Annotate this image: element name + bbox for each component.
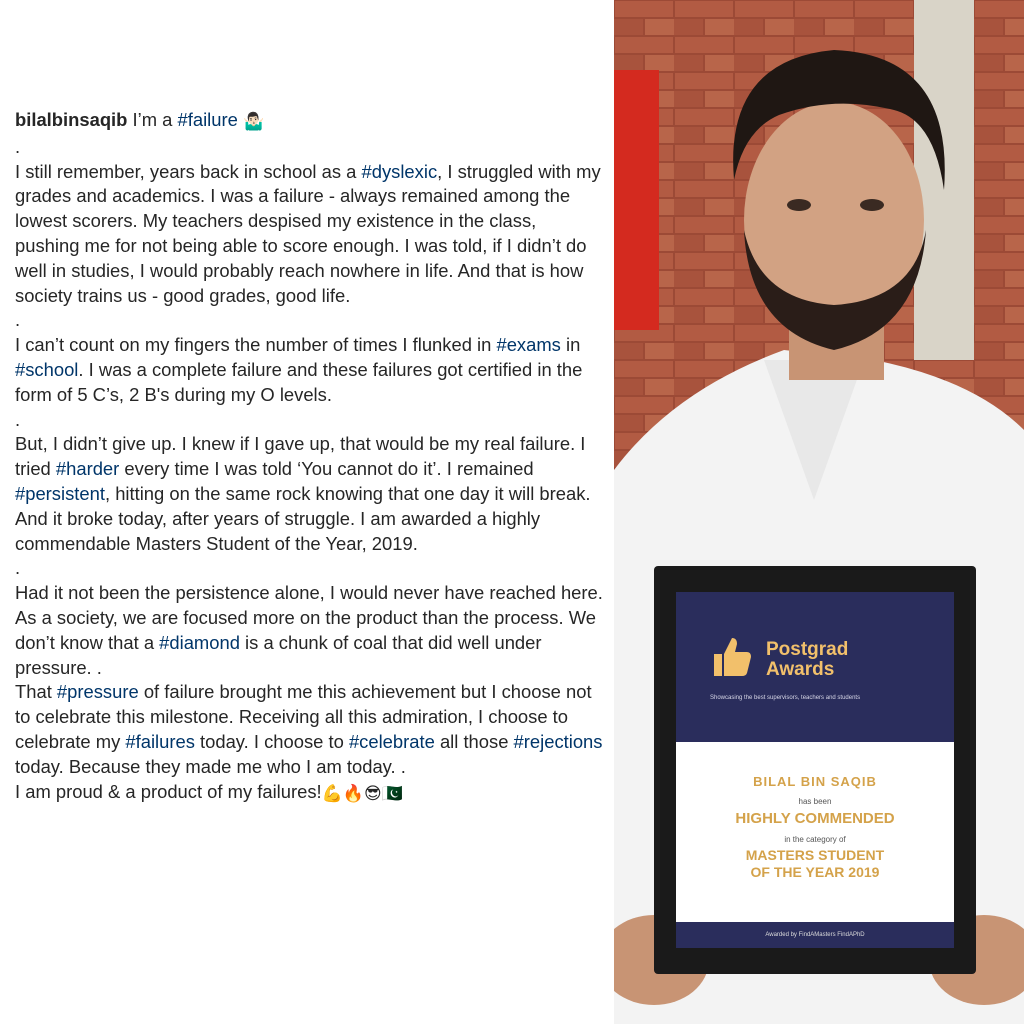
caption-text: I still remember, years back in school as a bbox=[15, 160, 362, 182]
certificate-body bbox=[676, 774, 954, 881]
red-sign bbox=[614, 70, 659, 330]
hashtag-link[interactable]: #dyslexic bbox=[361, 160, 438, 182]
caption-text: , hitting on the same rock knowing that one day it will break. And it broke today, after years of struggle. I am awarded a highly commendable Masters Student of the Year, 2019. bbox=[15, 482, 591, 554]
separator-dot: . bbox=[15, 557, 21, 579]
caption-text: That bbox=[15, 681, 57, 703]
separator-dot: . bbox=[15, 309, 21, 331]
caption-text: . I was a complete failure and these failures got certified in the form of 5 C’s, 2 B's during my O levels. bbox=[15, 358, 583, 405]
username-link[interactable]: bilalbinsaqib bbox=[15, 109, 128, 130]
caption-text: in bbox=[560, 334, 581, 356]
shrug-emoji-icon: 🤷🏻‍♂️ bbox=[242, 112, 265, 131]
hashtag-failure[interactable]: #failure bbox=[177, 109, 238, 130]
hashtag-link[interactable]: #diamond bbox=[159, 631, 240, 653]
separator-dot: . bbox=[15, 135, 21, 157]
caption-paragraph bbox=[15, 780, 605, 807]
caption-paragraph bbox=[15, 160, 605, 309]
hashtag-link[interactable]: #pressure bbox=[56, 681, 139, 703]
award-certificate bbox=[676, 592, 954, 948]
caption-text: today. I choose to bbox=[194, 730, 349, 752]
caption-text: is a chunk of coal that did well under pressure. . bbox=[15, 631, 542, 678]
certificate-header bbox=[676, 592, 954, 742]
caption-text: of failure brought me this achievement but I choose not to celebrate this milestone. Receiving all this admiration, I choose to celebrate my bbox=[15, 681, 592, 752]
caption-text: But, I didn’t give up. I knew if I gave up, that would be my real failure. I tried bbox=[15, 433, 586, 480]
caption-paragraph bbox=[15, 432, 605, 556]
caption-text: all those bbox=[434, 730, 514, 752]
caption-text: every time I was told ‘You cannot do it’. I remained bbox=[119, 458, 534, 480]
caption-paragraph bbox=[15, 333, 605, 407]
caption-text: Had it not been the persistence alone, I would never have reached here. As a society, we are focused more on the product than the process. We don’t know that a bbox=[15, 582, 603, 653]
hashtag-link[interactable]: #exams bbox=[496, 334, 561, 356]
hashtag-link[interactable]: #failures bbox=[125, 730, 195, 752]
caption-text: today. Because they made me who I am today. . bbox=[15, 755, 406, 777]
has-been-label: has been bbox=[798, 797, 832, 806]
award-level: HIGHLY COMMENDED bbox=[735, 810, 895, 827]
category-name: MASTERS STUDENT OF THE YEAR 2019 bbox=[745, 847, 885, 880]
title-text: I’m a bbox=[132, 109, 178, 130]
caption-paragraph bbox=[15, 581, 605, 680]
separator-dot: . bbox=[15, 408, 21, 430]
recipient-name: BILAL BIN SAQIB bbox=[753, 774, 877, 789]
caption-text: I am proud & a product of my failures! bbox=[15, 780, 322, 802]
caption-text: I can’t count on my fingers the number of times I flunked in bbox=[15, 334, 497, 356]
emoji-icons: 💪🔥😎🇵🇰 bbox=[321, 783, 403, 803]
category-label: in the category of bbox=[784, 835, 846, 844]
award-frame bbox=[654, 566, 976, 974]
hashtag-link[interactable]: #school bbox=[15, 358, 79, 380]
hashtag-link[interactable]: #harder bbox=[55, 458, 120, 480]
caption-paragraph bbox=[15, 680, 605, 779]
post-photo bbox=[614, 0, 1024, 1024]
hashtag-link[interactable]: #rejections bbox=[513, 730, 603, 752]
hashtag-link[interactable]: #persistent bbox=[15, 482, 105, 504]
certificate-footer: Awarded by FindAMasters FindAPhD bbox=[676, 922, 954, 948]
caption-text: , I struggled with my grades and academics. I was a failure - always remained among the lowest scorers. My teachers despised my existence in the class, pushing me for not being able to score enough. I was told, if I didn’t do well in studies, I would probably reach nowhere in life. And that is how society trains us - good grades, good life. bbox=[15, 160, 601, 306]
hashtag-link[interactable]: #celebrate bbox=[348, 730, 435, 752]
caption-title bbox=[15, 108, 605, 135]
certificate-tagline: Showcasing the best supervisors, teachers and students bbox=[710, 695, 861, 701]
post-caption bbox=[15, 108, 605, 806]
thumbs-up-icon bbox=[706, 632, 754, 680]
postgrad-awards-logo: Postgrad Awards bbox=[766, 639, 849, 680]
